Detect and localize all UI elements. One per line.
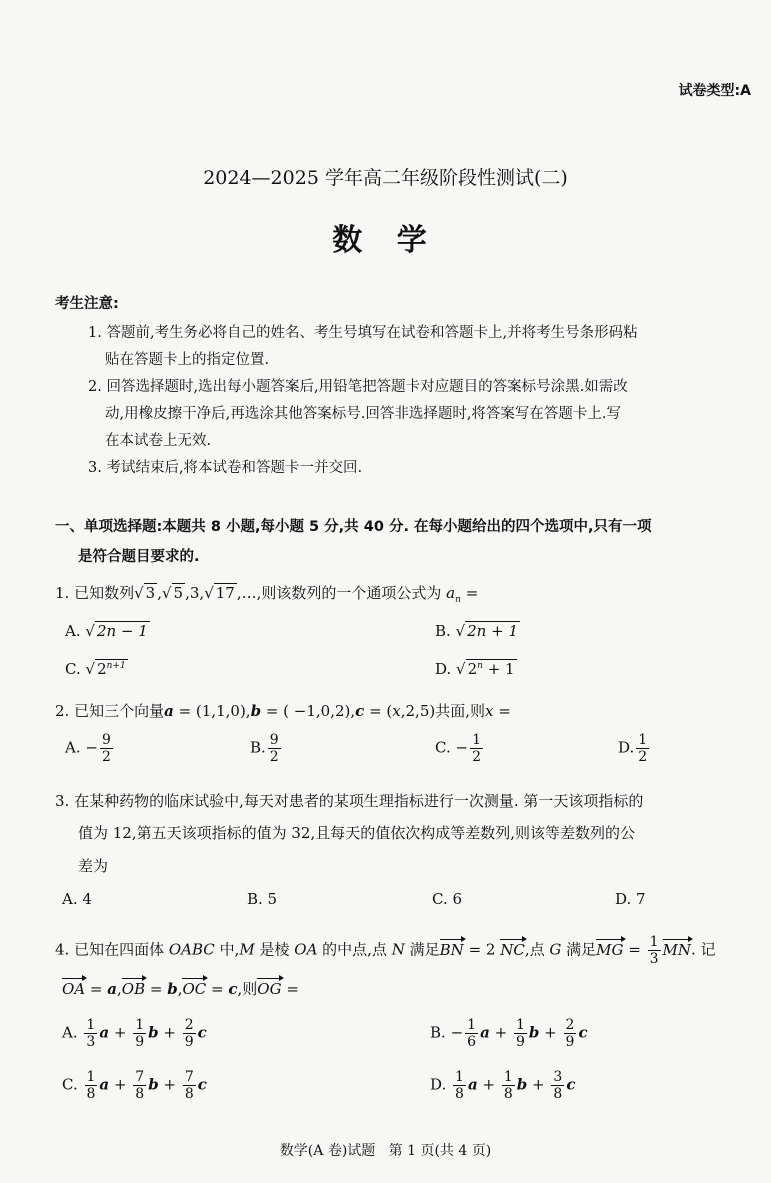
question-2-stem: 2. 已知三个向量a = (1,1,0),b = ( −1,0,2),c = (x,2,5)共面,则x = xyxy=(55,702,511,720)
question-3-stem-cont2: 差为 xyxy=(78,857,109,875)
question-4-stem-cont: OA = a,OB = b,OC = c,则OG = xyxy=(62,980,299,998)
notice-item-2-cont2: 在本试卷上无效. xyxy=(105,433,212,449)
question-1-option-c: C. √ $2^{n+1}$ xyxy=(65,660,126,678)
section-heading: 一、单项选择题:本题共 8 小题,每小题 5 分,共 40 分. 在每小题给出的四个选项中,只有一项 xyxy=(55,519,652,535)
question-2-option-b: B. $\frac{9}{2}$ xyxy=(250,732,279,765)
question-1-stem: 1. 已知数列√ 3 ,√ 5 ,3,√ 17 ,…,则该数列的一个通项公式为 $a_n$ = xyxy=(55,584,479,605)
exam-title: 2024—2025 学年高二年级阶段性测试(二) xyxy=(203,167,568,189)
question-2-option-d: D. $\frac{1}{2}$ xyxy=(618,732,648,765)
question-3-option-b: B. 5 xyxy=(247,890,278,908)
question-4-option-a: A. $\frac{1}{3}$ a + $\frac{1}{9}$ b + $\frac{2}{9}$ c xyxy=(62,1017,207,1050)
question-4-option-d: D. $\frac{1}{8}$ a + $\frac{1}{8}$ b + $\frac{3}{8}$ c xyxy=(430,1069,576,1102)
notice-heading: 考生注意: xyxy=(55,296,119,312)
question-4-stem: 4. 已知在四面体 OABC 中,M 是棱 OA 的中点,点 N 满足BN = 2 NC,点 G 满足MG = $\frac{1}{3}$ MN. 记 xyxy=(55,934,716,967)
paper-type: 试卷类型:A xyxy=(678,83,751,99)
notice-item-2-cont: 动,用橡皮擦干净后,再选涂其他答案标号.回答非选择题时,将答案写在答题卡上.写 xyxy=(105,406,622,422)
question-3-stem: 3. 在某种药物的临床试验中,每天对患者的某项生理指标进行一次测量. 第一天该项指标的 xyxy=(55,792,644,810)
question-3-option-a: A. 4 xyxy=(62,890,92,908)
question-1-option-b: B. √ 2n + 1 xyxy=(435,622,518,640)
notice-item-1: 1. 答题前,考生务必将自己的姓名、考生号填写在试卷和答题卡上,并将考生号条形码粘 xyxy=(88,325,638,341)
question-4-option-c: C. $\frac{1}{8}$ a + $\frac{7}{8}$ b + $\frac{7}{8}$ c xyxy=(62,1069,207,1102)
question-2-option-a: A. − $\frac{9}{2}$ xyxy=(65,732,111,765)
page-footer: 数学(A 卷)试题 第 1 页(共 4 页) xyxy=(279,1143,492,1159)
question-2-option-c: C. − $\frac{1}{2}$ xyxy=(435,732,481,765)
question-1-option-a: A. √ 2n − 1 xyxy=(65,622,148,640)
question-1-option-d: D. √ $2^n + 1$ xyxy=(435,660,515,678)
question-3-stem-cont: 值为 12,第五天该项指标的值为 32,且每天的值依次构成等差数列,则该等差数列的公 xyxy=(78,824,636,842)
notice-item-2: 2. 回答选择题时,选出每小题答案后,用铅笔把答题卡对应题目的答案标号涂黑.如需改 xyxy=(88,379,628,395)
question-3-option-d: D. 7 xyxy=(615,890,646,908)
notice-item-3: 3. 考试结束后,将本试卷和答题卡一并交回. xyxy=(88,460,363,476)
question-3-option-c: C. 6 xyxy=(432,890,463,908)
notice-item-1-cont: 贴在答题卡上的指定位置. xyxy=(105,352,270,368)
section-heading-cont: 是符合题目要求的. xyxy=(78,549,200,565)
question-4-option-b: B. − $\frac{1}{6}$ a + $\frac{1}{9}$ b + $\frac{2}{9}$ c xyxy=(430,1017,588,1050)
subject-title: 数 学 xyxy=(332,223,439,258)
